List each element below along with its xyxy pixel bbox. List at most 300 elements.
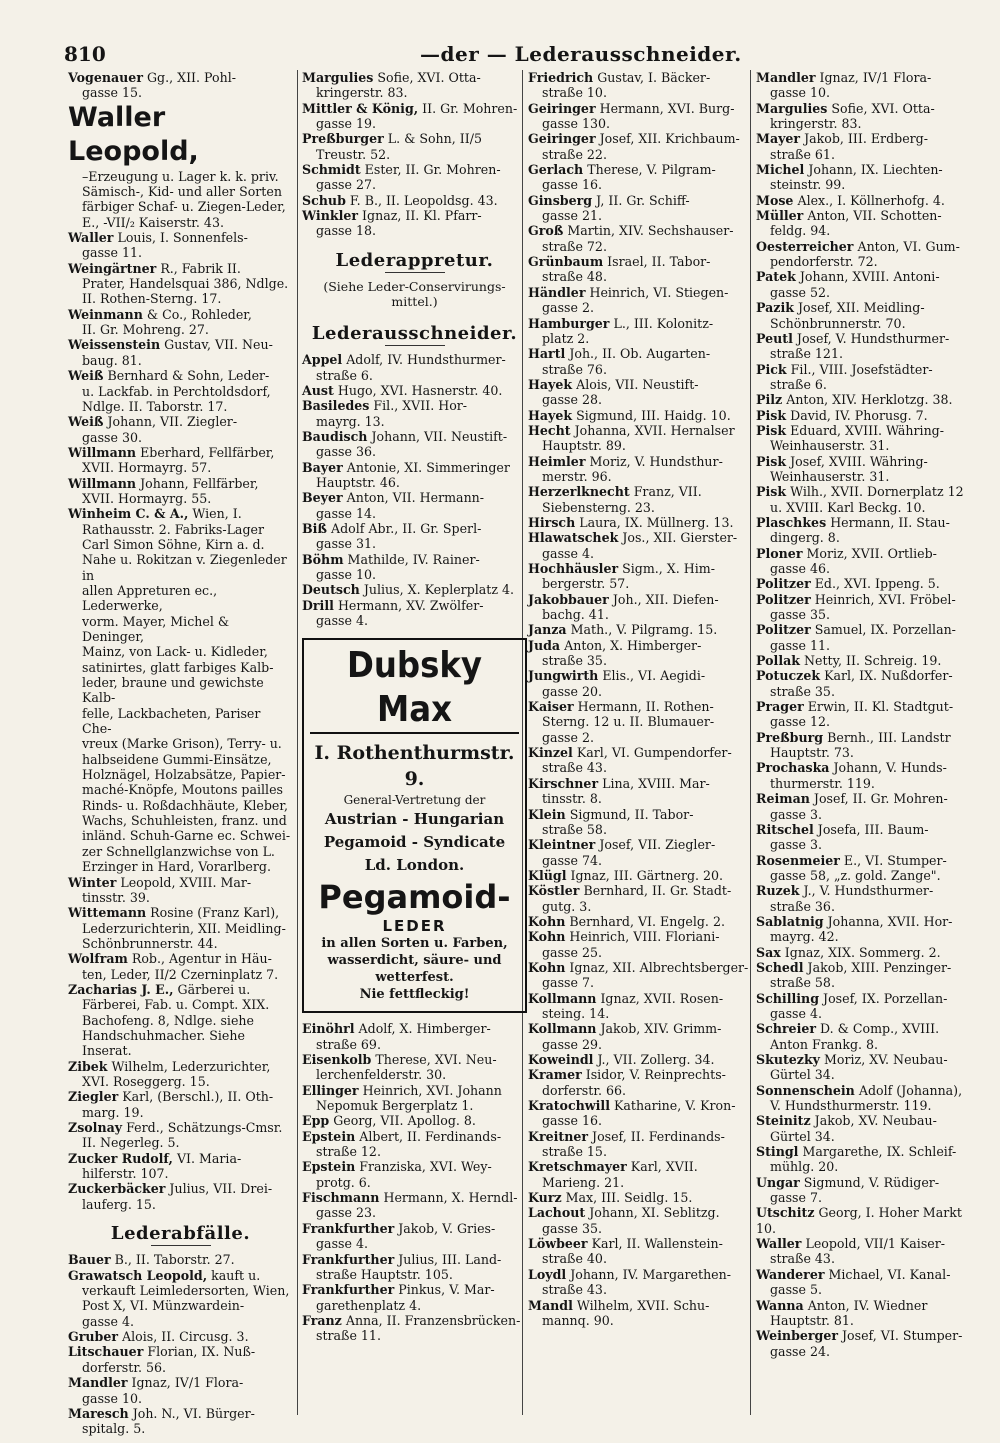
entry-details: Heinrich, XVI. Johann	[362, 1082, 502, 1098]
directory-entry	[756, 1021, 978, 1036]
directory-entry	[756, 162, 978, 177]
entry-continuation: Weinhauserstr. 31.	[770, 438, 890, 454]
entry-continuation: gasse 20.	[542, 683, 602, 699]
entry-name: Ungar	[756, 1174, 800, 1190]
entry-details: E., VI. Stumper-	[843, 852, 947, 868]
entry-name: Ginsberg	[528, 192, 593, 208]
ad-address: I. Rothenthurmstr. 9.	[314, 742, 515, 791]
directory-entry	[68, 414, 293, 429]
entry-details: Martin, XIV. Sechshauser-	[567, 223, 734, 239]
directory-entry	[756, 822, 978, 837]
entry-name: Fischmann	[302, 1190, 380, 1206]
entry-name: Wanna	[756, 1297, 804, 1313]
directory-entry	[302, 193, 527, 208]
entry-continuation: tinsstr. 8.	[542, 791, 602, 807]
entry-continuation: dorferstr. 66.	[542, 1082, 626, 1098]
ad-description: wetterfest.	[375, 970, 454, 986]
directory-entry	[528, 484, 753, 499]
directory-entry	[528, 929, 753, 944]
entry-details: Leopold, VII/1 Kaiser-	[805, 1236, 946, 1252]
entry-continuation: gasse 35.	[770, 607, 830, 623]
entry-details: Louis, I. Sonnenfels-	[117, 230, 248, 246]
entry-name: Einöhrl	[302, 1021, 355, 1037]
directory-entry	[68, 307, 293, 322]
entry-name: Ruzek	[756, 883, 800, 899]
entry-details: Heinrich, XVI. Fröbel-	[814, 591, 956, 607]
entry-details: Gustav, VII. Neu-	[164, 337, 273, 353]
directory-entry	[756, 653, 978, 668]
entry-continuation: Hauptstr. 89.	[542, 438, 626, 454]
entry-continuation: satinirtes, glatt farbiges Kalb-	[82, 659, 274, 675]
entry-name: Patek	[756, 269, 796, 285]
column-3	[528, 70, 753, 1328]
entry-name: Köstler	[528, 883, 580, 899]
entry-name: Böhm	[302, 551, 344, 567]
entry-name: Mandl	[528, 1297, 573, 1313]
entry-continuation: mayrg. 42.	[770, 929, 839, 945]
entry-continuation: mannq. 90.	[542, 1312, 614, 1328]
entry-details: J, II. Gr. Schiff-	[596, 192, 690, 208]
directory-entry	[528, 285, 753, 300]
entry-continuation: straße 12.	[316, 1144, 381, 1160]
entry-continuation: straße Hauptstr. 105.	[316, 1266, 453, 1282]
entry-name: Hirsch	[528, 514, 576, 530]
entry-continuation: gasse 36.	[316, 444, 376, 460]
entry-continuation: Gürtel 34.	[770, 1128, 835, 1144]
entry-name: Waller	[756, 1236, 802, 1252]
entry-continuation: V. Hundsthurmerstr. 119.	[770, 1098, 932, 1114]
entry-details: Math., V. Pilgramg. 15.	[570, 622, 718, 638]
entry-name: Winkler	[302, 208, 359, 224]
entry-continuation: straße 40.	[542, 1251, 607, 1267]
entry-continuation: straße 22.	[542, 146, 607, 162]
entry-continuation: gasse 21.	[542, 208, 602, 224]
section-divider	[385, 272, 445, 273]
entry-name: Löwbeer	[528, 1236, 588, 1252]
directory-entry	[302, 101, 527, 116]
entry-continuation: Bachofeng. 8, Ndlge. siehe	[82, 1012, 254, 1028]
entry-continuation: gasse 25.	[542, 944, 602, 960]
entry-name: Weiß	[68, 368, 104, 384]
entry-continuation: gasse 52.	[770, 284, 830, 300]
entry-continuation: gasse 16.	[542, 177, 602, 193]
entry-continuation: steinstr. 99.	[770, 177, 846, 193]
entry-details: Sofie, XVI. Otta-	[377, 70, 481, 85]
directory-entry	[756, 454, 978, 469]
entry-details: Georg, VII. Apollog. 8.	[333, 1113, 476, 1129]
entry-continuation: gasse 11.	[770, 637, 830, 653]
directory-entry	[756, 546, 978, 561]
directory-entry	[302, 70, 527, 85]
entry-name: Wolfram	[68, 951, 128, 967]
entry-name: Geiringer	[528, 131, 596, 147]
entry-name: Kaiser	[528, 699, 574, 715]
directory-entry	[756, 853, 978, 868]
entry-details: Mathilde, IV. Rainer-	[347, 551, 480, 567]
entry-continuation: gasse 12.	[770, 714, 830, 730]
entry-continuation: gutg. 3.	[542, 898, 592, 914]
entry-details: II. Gr. Mohren-	[422, 100, 518, 116]
entry-details: Anton, VI. Gum-	[857, 238, 960, 254]
entry-continuation: gasse 46.	[770, 561, 830, 576]
entry-name: Waller	[68, 230, 114, 246]
entry-name: Michel	[756, 162, 805, 178]
entry-details: Lina, XVIII. Mar-	[602, 775, 710, 791]
directory-entry	[68, 951, 293, 966]
entry-details: Johann, XVIII. Antoni-	[799, 269, 940, 285]
entry-continuation: u. Lackfab. in Perchtoldsdorf,	[82, 383, 271, 399]
entry-details: Wien, I.	[192, 506, 242, 522]
directory-entry	[68, 70, 293, 85]
entry-name: Frankfurther	[302, 1251, 395, 1267]
entry-name: Friedrich	[528, 70, 594, 85]
entry-details: Ester, II. Gr. Mohren-	[364, 162, 501, 178]
entry-name: Peutl	[756, 330, 793, 346]
entry-details: Jakob, V. Gries-	[398, 1220, 496, 1236]
entry-details: Bernhard, II. Gr. Stadt-	[583, 883, 732, 899]
entry-continuation: gasse 58, „z. gold. Zange".	[770, 867, 941, 883]
entry-details: Hermann, XV. Zwölfer-	[337, 597, 484, 613]
entry-details: Bernhard, VI. Engelg. 2.	[569, 913, 725, 929]
entry-details: Heinrich, VIII. Floriani-	[569, 929, 720, 945]
entry-continuation: gasse 4.	[542, 545, 594, 561]
directory-entry	[756, 70, 978, 85]
directory-entry	[756, 1328, 978, 1343]
entry-details: F. B., II. Leopoldsg. 43.	[349, 192, 498, 208]
entry-continuation: gasse 28.	[542, 392, 602, 408]
directory-entry	[302, 1129, 527, 1144]
entry-details: Samuel, IX. Porzellan-	[814, 622, 956, 638]
entry-continuation: Carl Simon Söhne, Kirn a. d.	[82, 536, 265, 552]
directory-entry	[756, 1052, 978, 1067]
section-divider	[151, 1245, 211, 1246]
entry-details: Karl, IX. Nußdorfer-	[824, 668, 953, 684]
directory-entry	[68, 1329, 293, 1344]
directory-entry	[68, 506, 293, 521]
entry-continuation: Gürtel 34.	[770, 1067, 835, 1083]
directory-entry	[756, 760, 978, 775]
entry-name: Klein	[528, 806, 566, 822]
directory-entry	[528, 807, 753, 822]
entry-details: Leopold, XVIII. Mar-	[120, 874, 252, 890]
entry-name: Reiman	[756, 791, 810, 807]
directory-entry	[528, 991, 753, 1006]
entry-continuation: Hauptstr. 81.	[770, 1312, 854, 1328]
entry-details: Anton, X. Himberger-	[564, 637, 702, 653]
section-note	[302, 279, 527, 310]
entry-name: Winheim C. & A.,	[68, 506, 189, 522]
column-rule	[297, 70, 298, 1415]
entry-details: Anton, IV. Wiedner	[807, 1297, 928, 1313]
entry-name: Zuckerbäcker	[68, 1181, 166, 1197]
entry-continuation: straße 58.	[770, 975, 835, 991]
entry-name: Bayer	[302, 459, 343, 475]
entry-continuation: thurmerstr. 119.	[770, 775, 875, 791]
entry-details: Hermann, X. Herndl-	[383, 1190, 518, 1206]
entry-details: Rosine (Franz Karl),	[150, 905, 280, 921]
entry-details: Bernh., III. Landstr	[827, 729, 951, 745]
directory-entry	[528, 622, 753, 637]
directory-entry	[756, 699, 978, 714]
directory-entry	[68, 905, 293, 920]
directory-entry	[528, 408, 753, 423]
directory-entry	[756, 730, 978, 745]
directory-entry	[528, 1052, 753, 1067]
directory-entry	[528, 162, 753, 177]
directory-entry	[528, 316, 753, 331]
entry-name: Geiringer	[528, 100, 596, 116]
directory-entry	[302, 490, 527, 505]
entry-name: Jungwirth	[528, 668, 599, 684]
entry-name: Baudisch	[302, 428, 368, 444]
entry-name: Biß	[302, 520, 327, 536]
entry-continuation: Wachs, Schuhleisten, franz. und	[82, 813, 287, 829]
entry-continuation: inländ. Schuh-Garne ec. Schwei-	[82, 828, 291, 844]
entry-name: Gruber	[68, 1329, 118, 1345]
entry-details: Sofie, XVI. Otta-	[831, 100, 935, 116]
entry-continuation: baug. 81.	[82, 352, 142, 368]
entry-name: Pilz	[756, 392, 783, 408]
directory-entry	[302, 552, 527, 567]
entry-details: Josef, XII. Krichbaum-	[599, 131, 740, 147]
entry-details: Fil., XVII. Hor-	[373, 398, 468, 414]
directory-entry	[528, 561, 753, 576]
entry-continuation: halbseidene Gummi-Einsätze,	[82, 751, 272, 767]
entry-name: Kinzel	[528, 745, 573, 761]
entry-continuation: spitalg. 5.	[82, 1421, 146, 1437]
directory-entry	[528, 745, 753, 760]
directory-entry	[528, 1067, 753, 1082]
entry-details: Sigmund, III. Haidg. 10.	[576, 407, 731, 423]
entry-continuation: bergerstr. 57.	[542, 576, 630, 592]
entry-name: Mayer	[756, 131, 801, 147]
directory-entry	[302, 460, 527, 475]
entry-details: D. & Comp., XVIII.	[820, 1021, 940, 1037]
entry-name: Groß	[528, 223, 564, 239]
entry-continuation: gasse 11.	[82, 245, 142, 261]
entry-name: Janza	[528, 622, 567, 638]
running-title: —der — Lederausschneider.	[420, 42, 742, 66]
entry-details: Margarethe, IX. Schleif-	[802, 1144, 957, 1160]
entry-details: Ed., XVI. Ippeng. 5.	[814, 576, 940, 592]
entry-details: Johanna, XVII. Hor-	[827, 913, 953, 929]
entry-name: Weinmann	[68, 306, 143, 322]
entry-details: Julius, VII. Drei-	[169, 1181, 273, 1197]
entry-continuation: gasse 7.	[770, 1190, 822, 1206]
entry-details: Josef, VI. Stumper-	[842, 1328, 963, 1344]
entry-name: Sax	[756, 944, 781, 960]
section-heading: Lederausschneider.	[311, 322, 518, 344]
directory-entry	[68, 1120, 293, 1135]
entry-continuation: straße 10.	[542, 85, 607, 101]
entry-name: Hayek	[528, 407, 573, 423]
entry-details: Franz, VII.	[633, 484, 702, 500]
advertisement-box	[302, 638, 527, 1013]
directory-entry	[68, 368, 293, 383]
entry-name: Mose	[756, 192, 794, 208]
entry-continuation: kringerstr. 83.	[316, 85, 408, 101]
entry-continuation: gasse 14.	[316, 505, 376, 521]
entry-details: Josef, XVIII. Währing-	[790, 453, 928, 469]
entry-name: Drill	[302, 597, 334, 613]
entry-continuation: kringerstr. 83.	[770, 116, 862, 132]
entry-continuation: XVII. Hormayrg. 57.	[82, 460, 212, 476]
entry-name: Sonnenschein	[756, 1082, 855, 1098]
entry-name: Preßburg	[756, 729, 824, 745]
directory-entry	[756, 883, 978, 898]
entry-name: Hlawatschek	[528, 530, 619, 546]
entry-details: Fil., VIII. Josefstädter-	[790, 361, 933, 377]
entry-details: Israel, II. Tabor-	[607, 254, 711, 270]
directory-entry	[528, 883, 753, 898]
entry-details: Hermann, XVI. Burg-	[599, 100, 735, 116]
entry-details: Ignaz, III. Gärtnerg. 20.	[570, 867, 724, 883]
entry-details: Johann, VII. Ziegler-	[107, 414, 238, 430]
directory-entry	[528, 592, 753, 607]
directory-entry	[756, 408, 978, 423]
entry-continuation: gasse 5.	[770, 1282, 822, 1298]
entry-details: Eberhard, Fellfärber,	[140, 444, 275, 460]
directory-entry	[302, 429, 527, 444]
entry-details: Moriz, XV. Neubau-	[824, 1052, 948, 1067]
entry-name: Heimler	[528, 453, 586, 469]
entry-details: Rob., Agentur in Häu-	[131, 951, 272, 967]
entry-continuation: gasse 24.	[770, 1343, 830, 1359]
ad-description: Nie fettfleckig!	[359, 987, 470, 1003]
entry-details: Anton, XIV. Herklotzg. 38.	[786, 392, 953, 408]
entry-continuation: straße 43.	[770, 1251, 835, 1267]
entry-continuation: gasse 3.	[770, 837, 822, 853]
entry-details: Jakob, XIV. Grimm-	[600, 1021, 722, 1037]
entry-continuation: gasse 3.	[770, 806, 822, 822]
directory-entry	[756, 592, 978, 607]
directory-entry	[68, 875, 293, 890]
directory-entry	[528, 1205, 753, 1220]
directory-entry	[302, 1313, 527, 1328]
entry-name: Weingärtner	[68, 260, 157, 276]
entry-name: Koweindl	[528, 1052, 594, 1067]
entry-details: Katharine, V. Kron-	[614, 1098, 736, 1114]
entry-continuation: Treustr. 52.	[316, 146, 391, 162]
entry-name: Zibek	[68, 1058, 108, 1074]
entry-name: Kretschmayer	[528, 1159, 627, 1175]
directory-entry	[528, 1159, 753, 1174]
entry-continuation: straße 69.	[316, 1036, 381, 1052]
entry-details: Anna, II. Franzensbrücken-	[345, 1312, 521, 1328]
entry-name: Pisk	[756, 453, 787, 469]
directory-entry	[302, 1021, 527, 1036]
entry-name: Hartl	[528, 346, 566, 362]
entry-continuation: II. Negerleg. 5.	[82, 1135, 180, 1151]
entry-details: Karl, (Berschl.), II. Oth-	[122, 1089, 274, 1105]
entry-continuation: gasse 10.	[770, 85, 830, 101]
entry-continuation: Prater, Handelsquai 386, Ndlge.	[82, 276, 289, 292]
entry-continuation: Rathausstr. 2. Fabriks-Lager	[82, 521, 264, 537]
entry-continuation: pendorferstr. 72.	[770, 254, 878, 270]
entry-details: B., II. Taborstr. 27.	[114, 1252, 235, 1268]
entry-continuation: Post X, VI. Münzwardein-	[82, 1298, 245, 1314]
directory-entry	[528, 668, 753, 683]
entry-name: Aust	[302, 382, 334, 398]
note-line: (Siehe Leder-Conservirungs-	[323, 279, 506, 295]
entry-name: Preßburger	[302, 131, 384, 147]
directory-entry	[68, 476, 293, 491]
entry-details: Josefa, III. Baum-	[817, 821, 929, 837]
entry-name: Ritschel	[756, 821, 814, 837]
section-divider	[385, 345, 445, 346]
entry-continuation: allen Appreturen ec., Lederwerke,	[82, 582, 218, 614]
directory-entry	[302, 1252, 527, 1267]
entry-name: Skutezky	[756, 1052, 821, 1067]
directory-entry	[756, 576, 978, 591]
entry-name: Hochhäusler	[528, 561, 619, 576]
directory-entry	[528, 1267, 753, 1282]
directory-entry	[756, 208, 978, 223]
directory-entry	[756, 101, 978, 116]
entry-name: Pollak	[756, 653, 800, 669]
entry-details: Moriz, V. Hundsthur-	[589, 453, 723, 469]
entry-continuation: gasse 30.	[82, 429, 142, 445]
directory-entry	[756, 945, 978, 960]
entry-name: Gerlach	[528, 162, 584, 178]
entry-continuation: felle, Lackbacheten, Pariser Che-	[82, 705, 261, 737]
entry-name: Plaschkes	[756, 514, 827, 530]
entry-continuation: dingerg. 8.	[770, 530, 840, 546]
entry-name: Oesterreicher	[756, 238, 854, 254]
entry-details: Hermann, II. Stau-	[830, 514, 950, 530]
directory-entry	[528, 960, 753, 975]
entry-continuation: hilferstr. 107.	[82, 1166, 169, 1182]
entry-name: Eisenkolb	[302, 1052, 372, 1068]
directory-entry	[756, 1205, 978, 1236]
entry-name: Politzer	[756, 576, 811, 592]
entry-continuation: u. XVIII. Karl Beckg. 10.	[770, 499, 926, 515]
entry-details: Alois, VII. Neustift-	[576, 376, 699, 392]
directory-entry	[68, 1268, 293, 1283]
entry-name: Pisk	[756, 422, 787, 438]
entry-details: Erwin, II. Kl. Stadtgut-	[807, 699, 954, 715]
entry-name: Schreier	[756, 1021, 816, 1037]
ad-line: General-Vertretung der	[343, 793, 486, 808]
entry-details: Ignaz, IV/1 Flora-	[819, 70, 932, 85]
entry-name: Kohn	[528, 929, 566, 945]
entry-details: Sigmund, V. Rüdiger-	[803, 1174, 940, 1190]
entry-continuation: leder, braune und gewichste Kalb-	[82, 675, 264, 706]
directory-entry	[302, 398, 527, 413]
entry-continuation: gasse 7.	[542, 975, 594, 991]
entry-details: Albert, II. Ferdinands-	[359, 1128, 502, 1144]
directory-entry	[756, 791, 978, 806]
ad-brand: Pegamoid-	[318, 878, 511, 917]
entry-continuation: Inserat.	[82, 1043, 132, 1059]
directory-entry	[756, 300, 978, 315]
entry-details: Jos., XII. Gierster-	[622, 530, 738, 546]
entry-details: Julius, III. Land-	[398, 1251, 502, 1267]
entry-continuation: gasse 4.	[316, 1236, 368, 1252]
entry-name: Pisk	[756, 407, 787, 423]
entry-details: Gg., XII. Pohl-	[146, 70, 236, 85]
directory-entry	[528, 914, 753, 929]
entry-details: R., Fabrik II.	[160, 260, 241, 276]
directory-entry	[756, 622, 978, 637]
entry-name: Jakobbauer	[528, 591, 609, 607]
entry-details: Pinkus, V. Mar-	[398, 1282, 495, 1298]
entry-details: Josef, XII. Meidling-	[797, 300, 925, 316]
directory-entry	[528, 423, 753, 438]
directory-entry	[302, 521, 527, 536]
entry-details: Josef, II. Ferdinands-	[592, 1128, 725, 1144]
entry-continuation: Hauptstr. 46.	[316, 474, 400, 490]
